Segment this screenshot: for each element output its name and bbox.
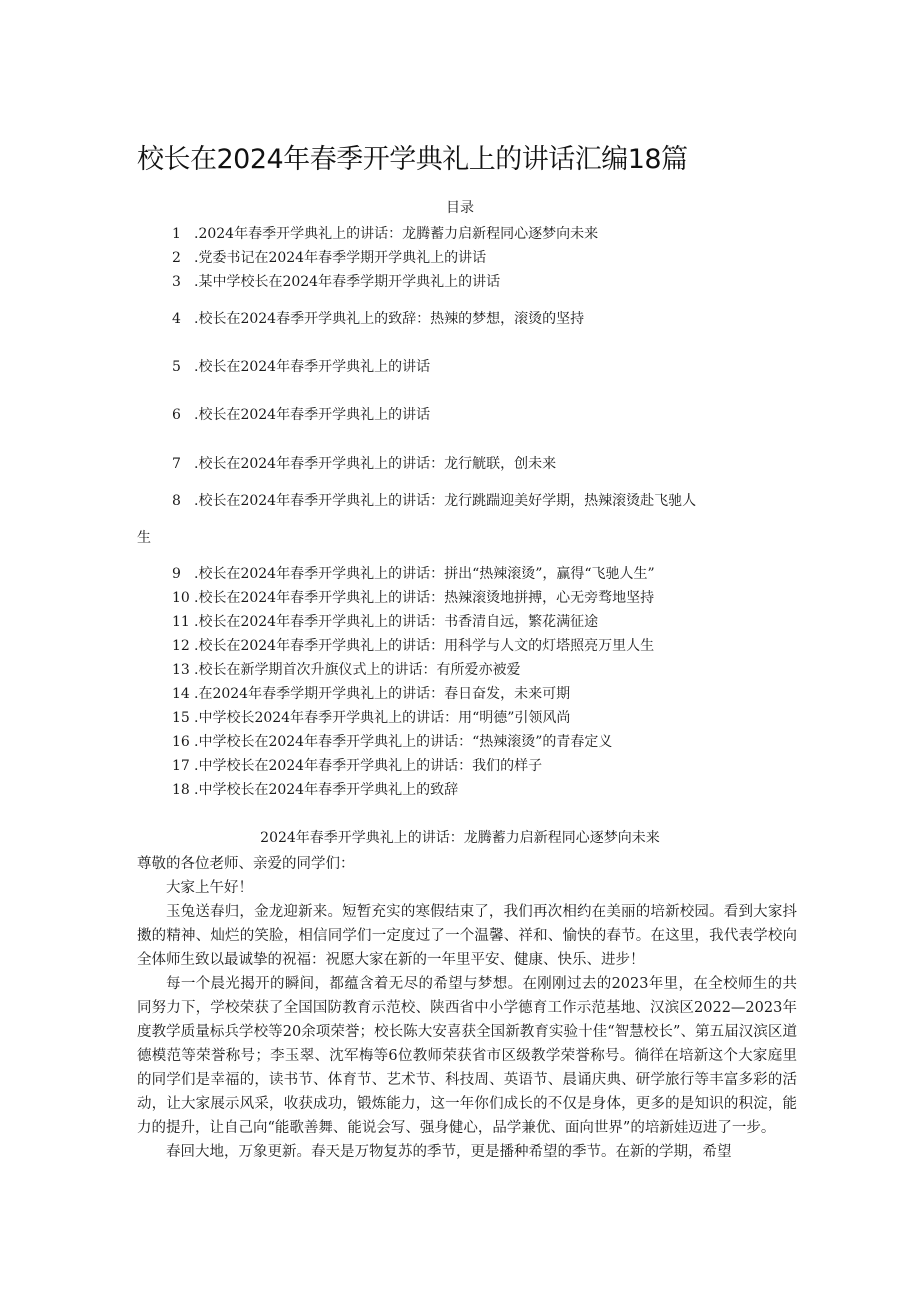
toc-item-text: .校长在2024年春季开学典礼上的讲话：龙行跳踹迎美好学期，热辣滚烫赴飞驰人 <box>194 493 697 509</box>
toc-item-number: 10 <box>172 590 190 606</box>
toc-item <box>172 454 556 474</box>
toc-item-number: 18 <box>172 782 190 798</box>
section-title: 2024年春季开学典礼上的讲话：龙腾蓄力启新程同心逐梦向未来 <box>260 830 660 846</box>
toc-item-number: 6 <box>172 407 181 423</box>
toc-item <box>172 756 542 776</box>
toc-item-text: .党委书记在2024年春季学期开学典礼上的讲话 <box>194 250 487 266</box>
toc-item-number: 3 <box>172 274 181 290</box>
toc-item-text: .在2024年春季学期开学典礼上的讲话：春日奋发，未来可期 <box>194 686 571 702</box>
toc-item-number: 1 <box>172 226 181 242</box>
toc-item <box>172 684 570 704</box>
toc-item-text: .某中学校长在2024年春季学期开学典礼上的讲话 <box>194 274 501 290</box>
toc-item-number: 9 <box>172 566 181 582</box>
toc-item <box>172 588 654 608</box>
toc-item-text: .校长在2024年春季开学典礼上的讲话：用科学与人文的灯塔照亮万里人生 <box>194 638 655 654</box>
paragraph: 玉兔送春归，金龙迎新来。短暂充实的寒假结束了，我们再次相约在美丽的培新校园。看到大家抖擞的精神、灿烂的笑脸，相信同学们一定度过了一个温馨、祥和、愉快的春节。在这里，我代表学校向全体师生致以最诚挚的祝福：祝愿大家在新的一年里平安、健康、快乐、进步！ <box>137 904 797 968</box>
toc-item-number: 8 <box>172 493 181 509</box>
toc-item <box>172 405 430 425</box>
toc-item-text: .中学校长2024年春季开学典礼上的讲话：用“明德”引领风尚 <box>194 710 571 726</box>
toc-item-number: 17 <box>172 758 190 774</box>
salutation: 尊敬的各位老师、亲爱的同学们： <box>137 856 355 872</box>
document-body <box>137 852 797 1164</box>
toc-item-number: 12 <box>172 638 190 654</box>
toc-item-number: 4 <box>172 311 181 327</box>
paragraph: 每一个晨光揭开的瞬间，都蕴含着无尽的希望与梦想。在刚刚过去的2023年里，在全校师生的共同努力下，学校荣获了全国国防教育示范校、陕西省中小学德育工作示范基地、汉滨区2022—2023年度教学质量标兵学校等20余项荣誉；校长陈大安喜获全国新教育实验十佳“智慧校长”、第五届汉滨区道德模范等荣誉称号；李玉翠、沈军梅等6位教师荣获省市区级教学荣誉称号。徜徉在培新这个大家庭里的同学们是幸福的，读书节、体育节、艺术节、科技周、英语节、晨诵庆典、研学旅行等丰富多彩的活动，让大家展示风采，收获成功，锻炼能力，这一年你们成长的不仅是身体，更多的是知识的积淀，能力的提升，让自己向“能歌善舞、能说会写、强身健心，品学兼优、面向世界”的培新娃迈进了一步。 <box>137 976 797 1136</box>
toc-item-number: 11 <box>172 614 190 630</box>
toc-item-text: .校长在2024年春季开学典礼上的讲话 <box>194 407 431 423</box>
toc-item <box>172 491 696 511</box>
toc-item-text: .校长在2024年春季开学典礼上的讲话：热辣滚烫地拼搏，心无旁骛地坚持 <box>194 590 655 606</box>
toc-heading: 目录 <box>446 200 474 216</box>
toc-item-text: .校长在2024年春季开学典礼上的讲话：龙行觥联，创未来 <box>194 456 557 472</box>
toc-item <box>172 564 655 584</box>
paragraph: 春回大地，万象更新。春天是万物复苏的季节，更是播种希望的季节。在新的学期，希望 <box>166 1144 732 1160</box>
toc-item-number: 13 <box>172 662 190 678</box>
toc-item-text: .中学校长在2024年春季开学典礼上的讲话：“热辣滚烫”的青春定义 <box>194 734 613 750</box>
toc-item <box>172 660 520 680</box>
toc-item-wrap: 生 <box>137 530 151 546</box>
toc-item-number: 7 <box>172 456 181 472</box>
toc-item <box>172 248 486 268</box>
toc-item-number: 15 <box>172 710 190 726</box>
toc-item-number: 16 <box>172 734 190 750</box>
toc-item <box>172 357 430 377</box>
toc-item <box>172 636 654 656</box>
toc-item <box>172 612 598 632</box>
toc-item-text: .校长在2024年春季开学典礼上的讲话：拼出“热辣滚烫”，赢得“飞驰人生” <box>194 566 655 582</box>
greeting: 大家上午好！ <box>166 880 253 896</box>
toc-item-number: 14 <box>172 686 190 702</box>
toc-item <box>172 708 570 728</box>
toc-item-text: .中学校长在2024年春季开学典礼上的致辞 <box>194 782 459 798</box>
toc-item-text: .中学校长在2024年春季开学典礼上的讲话：我们的样子 <box>194 758 543 774</box>
toc-item-text: .校长在2024春季开学典礼上的致辞：热辣的梦想，滚烫的坚持 <box>194 311 585 327</box>
toc-item <box>172 732 612 752</box>
toc-item-number: 2 <box>172 250 181 266</box>
toc-item <box>172 780 458 800</box>
toc-item-text: .校长在2024年春季开学典礼上的讲话 <box>194 359 431 375</box>
toc-item-number: 5 <box>172 359 181 375</box>
toc-item <box>172 272 500 292</box>
toc-item-text: .校长在新学期首次升旗仪式上的讲话：有所爱亦被爱 <box>194 662 521 678</box>
toc-item <box>172 309 584 329</box>
toc-item-text: .2024年春季开学典礼上的讲话：龙腾蓄力启新程同心逐梦向未来 <box>194 226 599 242</box>
document-title: 校长在2024年春季开学典礼上的讲话汇编18篇 <box>137 144 688 175</box>
toc-item-text: .校长在2024年春季开学典礼上的讲话：书香清自远，繁花满征途 <box>194 614 599 630</box>
toc-item <box>172 224 598 244</box>
